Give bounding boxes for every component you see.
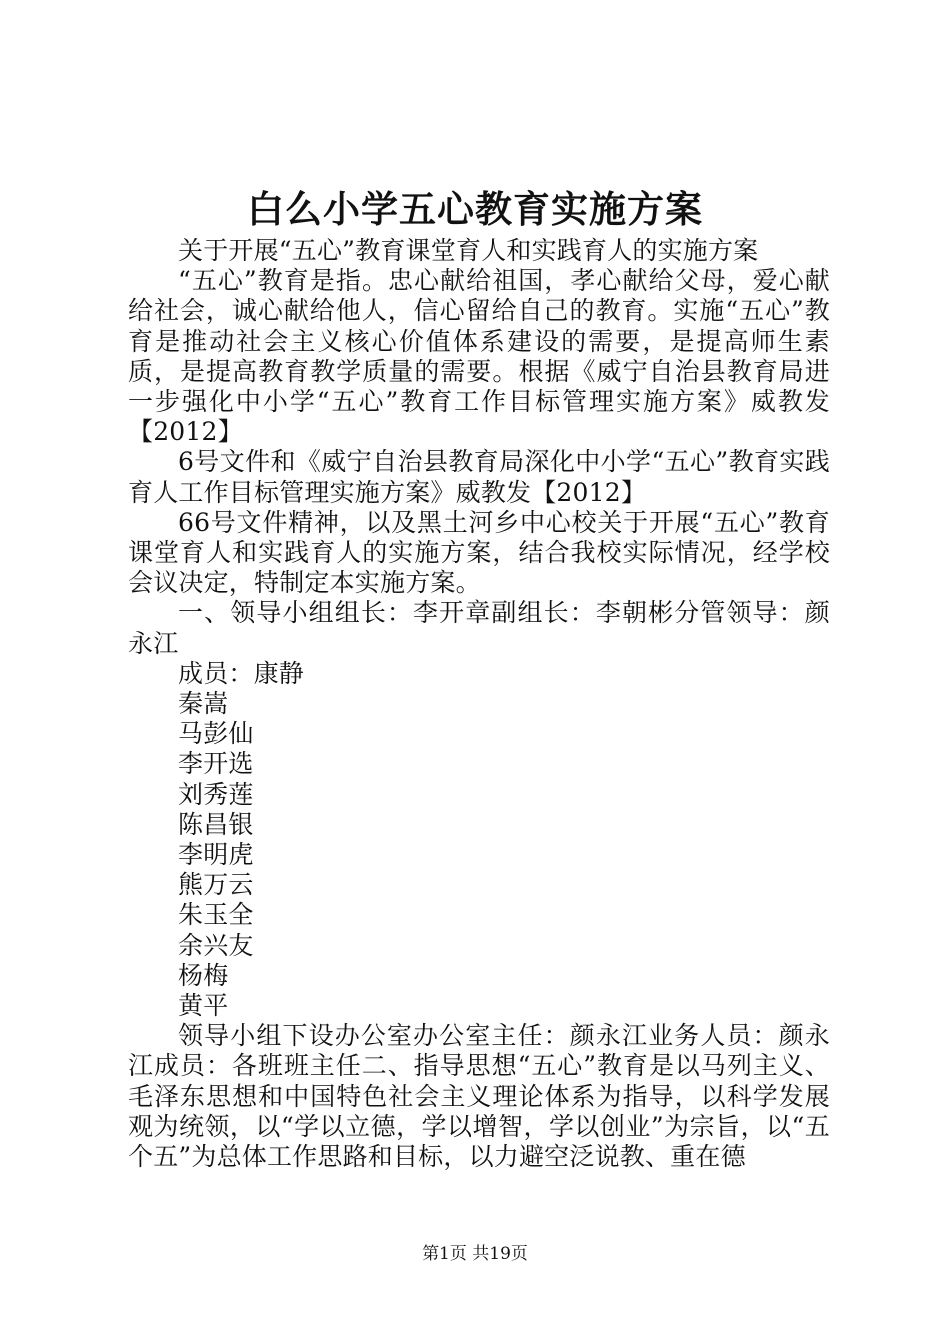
member-name: 杨梅 [178, 960, 229, 990]
member-name: 秦嵩 [178, 689, 229, 719]
paragraph-document-reference: 6号文件和《威宁自治县教育局深化中小学“五心”教育实践育人工作目标管理实施方案》威教发【2012】 [128, 447, 830, 507]
paragraph-intro-heading: 关于开展“五心”教育课堂育人和实践育人的实施方案 [178, 236, 759, 265]
member-name: 马彭仙 [178, 719, 254, 749]
page-number-footer: 第1页 共19页 [422, 1244, 528, 1264]
member-name: 黄平 [178, 991, 229, 1021]
member-name: 刘秀莲 [178, 779, 254, 809]
paragraph-five-hearts-definition: “五心”教育是指。忠心献给祖国，孝心献给父母，爱心献给社会，诚心献给他人，信心留给自己的教育。实施“五心”教育是推动社会主义核心价值体系建设的需要，是提高师生素质，是提高教育教学质量的需要。根据《威宁自治县教育局进一步强化中小学“五心”教育工作目标管理实施方案》威教发【2012】 [128, 266, 830, 447]
member-name: 李明虎 [178, 840, 254, 870]
member-name: 朱玉全 [178, 900, 254, 930]
document-body [128, 236, 830, 1172]
paragraph-purpose: 66号文件精神，以及黑土河乡中心校关于开展“五心”教育课堂育人和实践育人的实施方案，结合我校实际情况，经学校会议决定，特制定本实施方案。 [128, 507, 830, 598]
member-name: 余兴友 [178, 930, 254, 960]
paragraph-leadership-group: 一、领导小组组长：李开章副组长：李朝彬分管领导：颜永江 [128, 598, 830, 658]
paragraph-office-and-guiding-ideology: 领导小组下设办公室办公室主任：颜永江业务人员：颜永江成员：各班班主任二、指导思想“五心”教育是以马列主义、毛泽东思想和中国特色社会主义理论体系为指导，以科学发展观为统领，以“学以立德，学以增智，学以创业”为宗旨，以“五个五”为总体工作思路和目标，以力避空泛说教、重在德 [128, 1021, 830, 1172]
document-title: 白么小学五心教育实施方案 [247, 187, 703, 231]
member-name: 熊万云 [178, 870, 254, 900]
member-name: 陈昌银 [178, 809, 254, 839]
members-label: 成员：康静 [178, 658, 305, 688]
member-name: 李开选 [178, 749, 254, 779]
